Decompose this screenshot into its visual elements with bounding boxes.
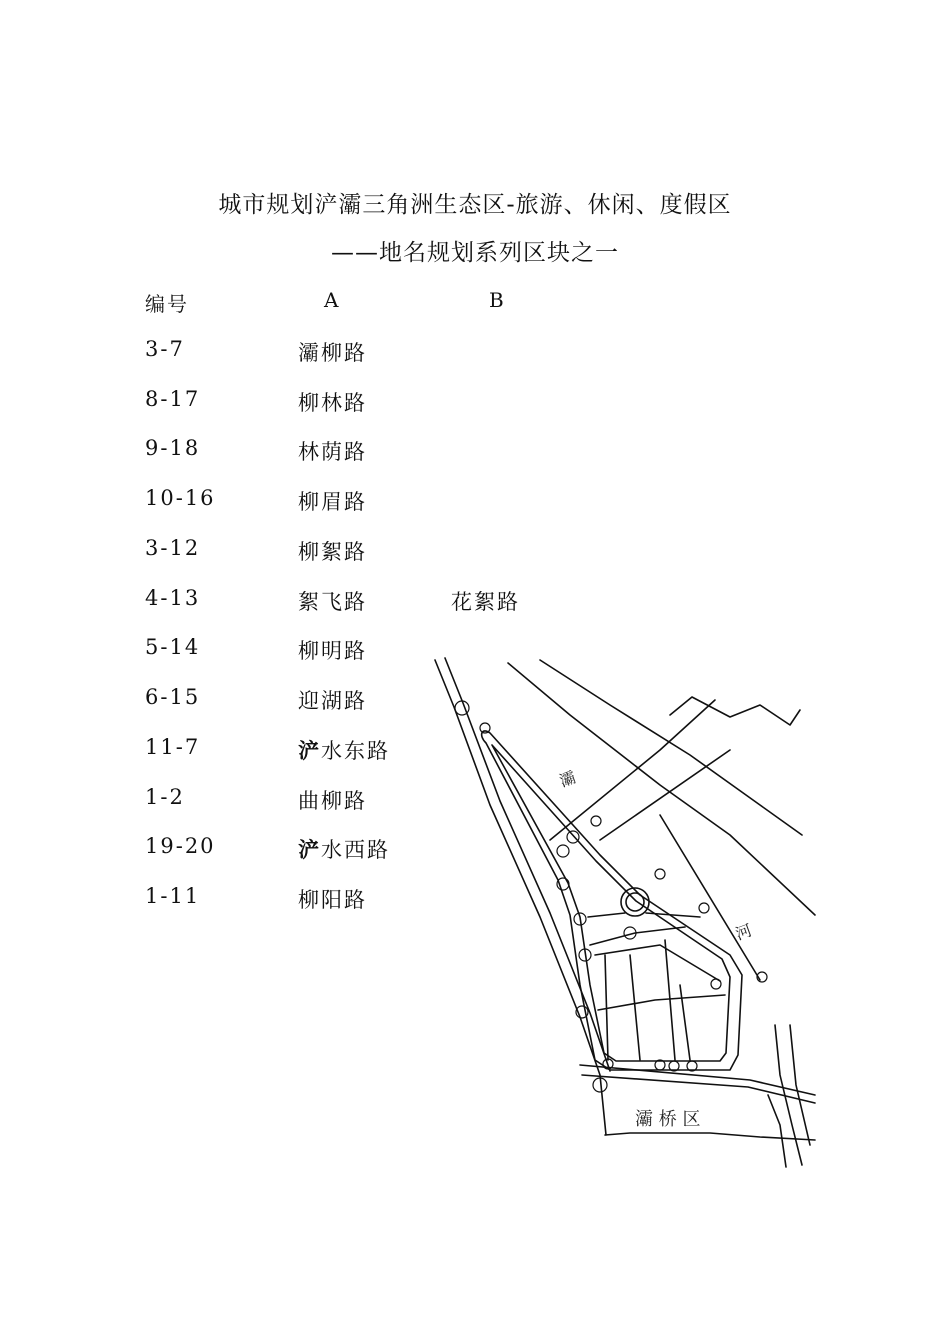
- road-line: [665, 940, 675, 1060]
- road-line: [590, 927, 685, 945]
- road-line: [605, 955, 608, 1060]
- road-sketch-map: [430, 655, 820, 1170]
- river-label: 灞: [556, 767, 579, 791]
- map-node-marker: [557, 845, 569, 857]
- row-name-a: 林荫路: [298, 440, 367, 464]
- row-code: 19-20: [145, 834, 216, 858]
- map-node-marker: [567, 831, 579, 843]
- road-line: [660, 815, 760, 980]
- row-name-b: 花絮路: [451, 590, 520, 614]
- row-name-a: 絮飞路: [298, 590, 367, 614]
- district-boundary: [605, 1133, 815, 1140]
- map-node-marker: [699, 903, 709, 913]
- row-code: 1-11: [145, 884, 201, 908]
- road-line: [582, 1075, 815, 1103]
- roundabout: [626, 893, 644, 911]
- row-name-a: 迎湖路: [298, 689, 367, 713]
- row-code: 11-7: [145, 735, 201, 759]
- road-line: [595, 945, 720, 981]
- road-line: [680, 985, 690, 1060]
- map-node-marker: [655, 869, 665, 879]
- river-bank-line: [540, 660, 802, 835]
- row-code: 3-12: [145, 536, 201, 560]
- row-code: 3-7: [145, 337, 185, 361]
- header-a: A: [324, 288, 341, 312]
- district-boundary: [768, 1095, 786, 1167]
- row-code: 6-15: [145, 685, 201, 709]
- map-node-marker: [455, 701, 469, 715]
- road-line: [600, 750, 730, 840]
- row-code: 1-2: [145, 785, 185, 809]
- row-name-a: 柳阳路: [298, 888, 367, 912]
- map-node-marker: [711, 979, 721, 989]
- header-b: B: [489, 288, 506, 312]
- row-code: 8-17: [145, 387, 201, 411]
- row-name-a: 柳眉路: [298, 490, 367, 514]
- island-outline: [492, 745, 730, 1061]
- row-name-a: 曲柳路: [298, 789, 367, 813]
- row-code: 5-14: [145, 635, 201, 659]
- road-line: [630, 955, 640, 1060]
- row-name-a: 灞柳路: [298, 341, 367, 365]
- row-name-a: 柳林路: [298, 391, 367, 415]
- river-bank-line: [508, 663, 815, 915]
- map-node-marker: [591, 816, 601, 826]
- header-code: 编号: [145, 292, 189, 316]
- row-name-a: 柳明路: [298, 639, 367, 663]
- river-label: 河: [732, 920, 755, 944]
- row-code: 9-18: [145, 436, 201, 460]
- island-outline: [482, 731, 742, 1070]
- document-subtitle: ——地名规划系列区块之一: [331, 240, 619, 266]
- west-embankment-line: [435, 660, 606, 1135]
- row-code: 4-13: [145, 586, 201, 610]
- row-code: 10-16: [145, 486, 216, 510]
- document-title: 城市规划浐灞三角洲生态区-旅游、休闲、度假区: [218, 192, 732, 218]
- row-name-a: 柳絮路: [298, 540, 367, 564]
- row-name-a: 浐水西路: [298, 837, 390, 862]
- road-line: [598, 995, 725, 1010]
- district-label: 灞 桥 区: [635, 1109, 701, 1130]
- river-bank-line: [670, 697, 800, 725]
- row-name-a: 浐水东路: [298, 738, 390, 763]
- road-line: [550, 700, 715, 840]
